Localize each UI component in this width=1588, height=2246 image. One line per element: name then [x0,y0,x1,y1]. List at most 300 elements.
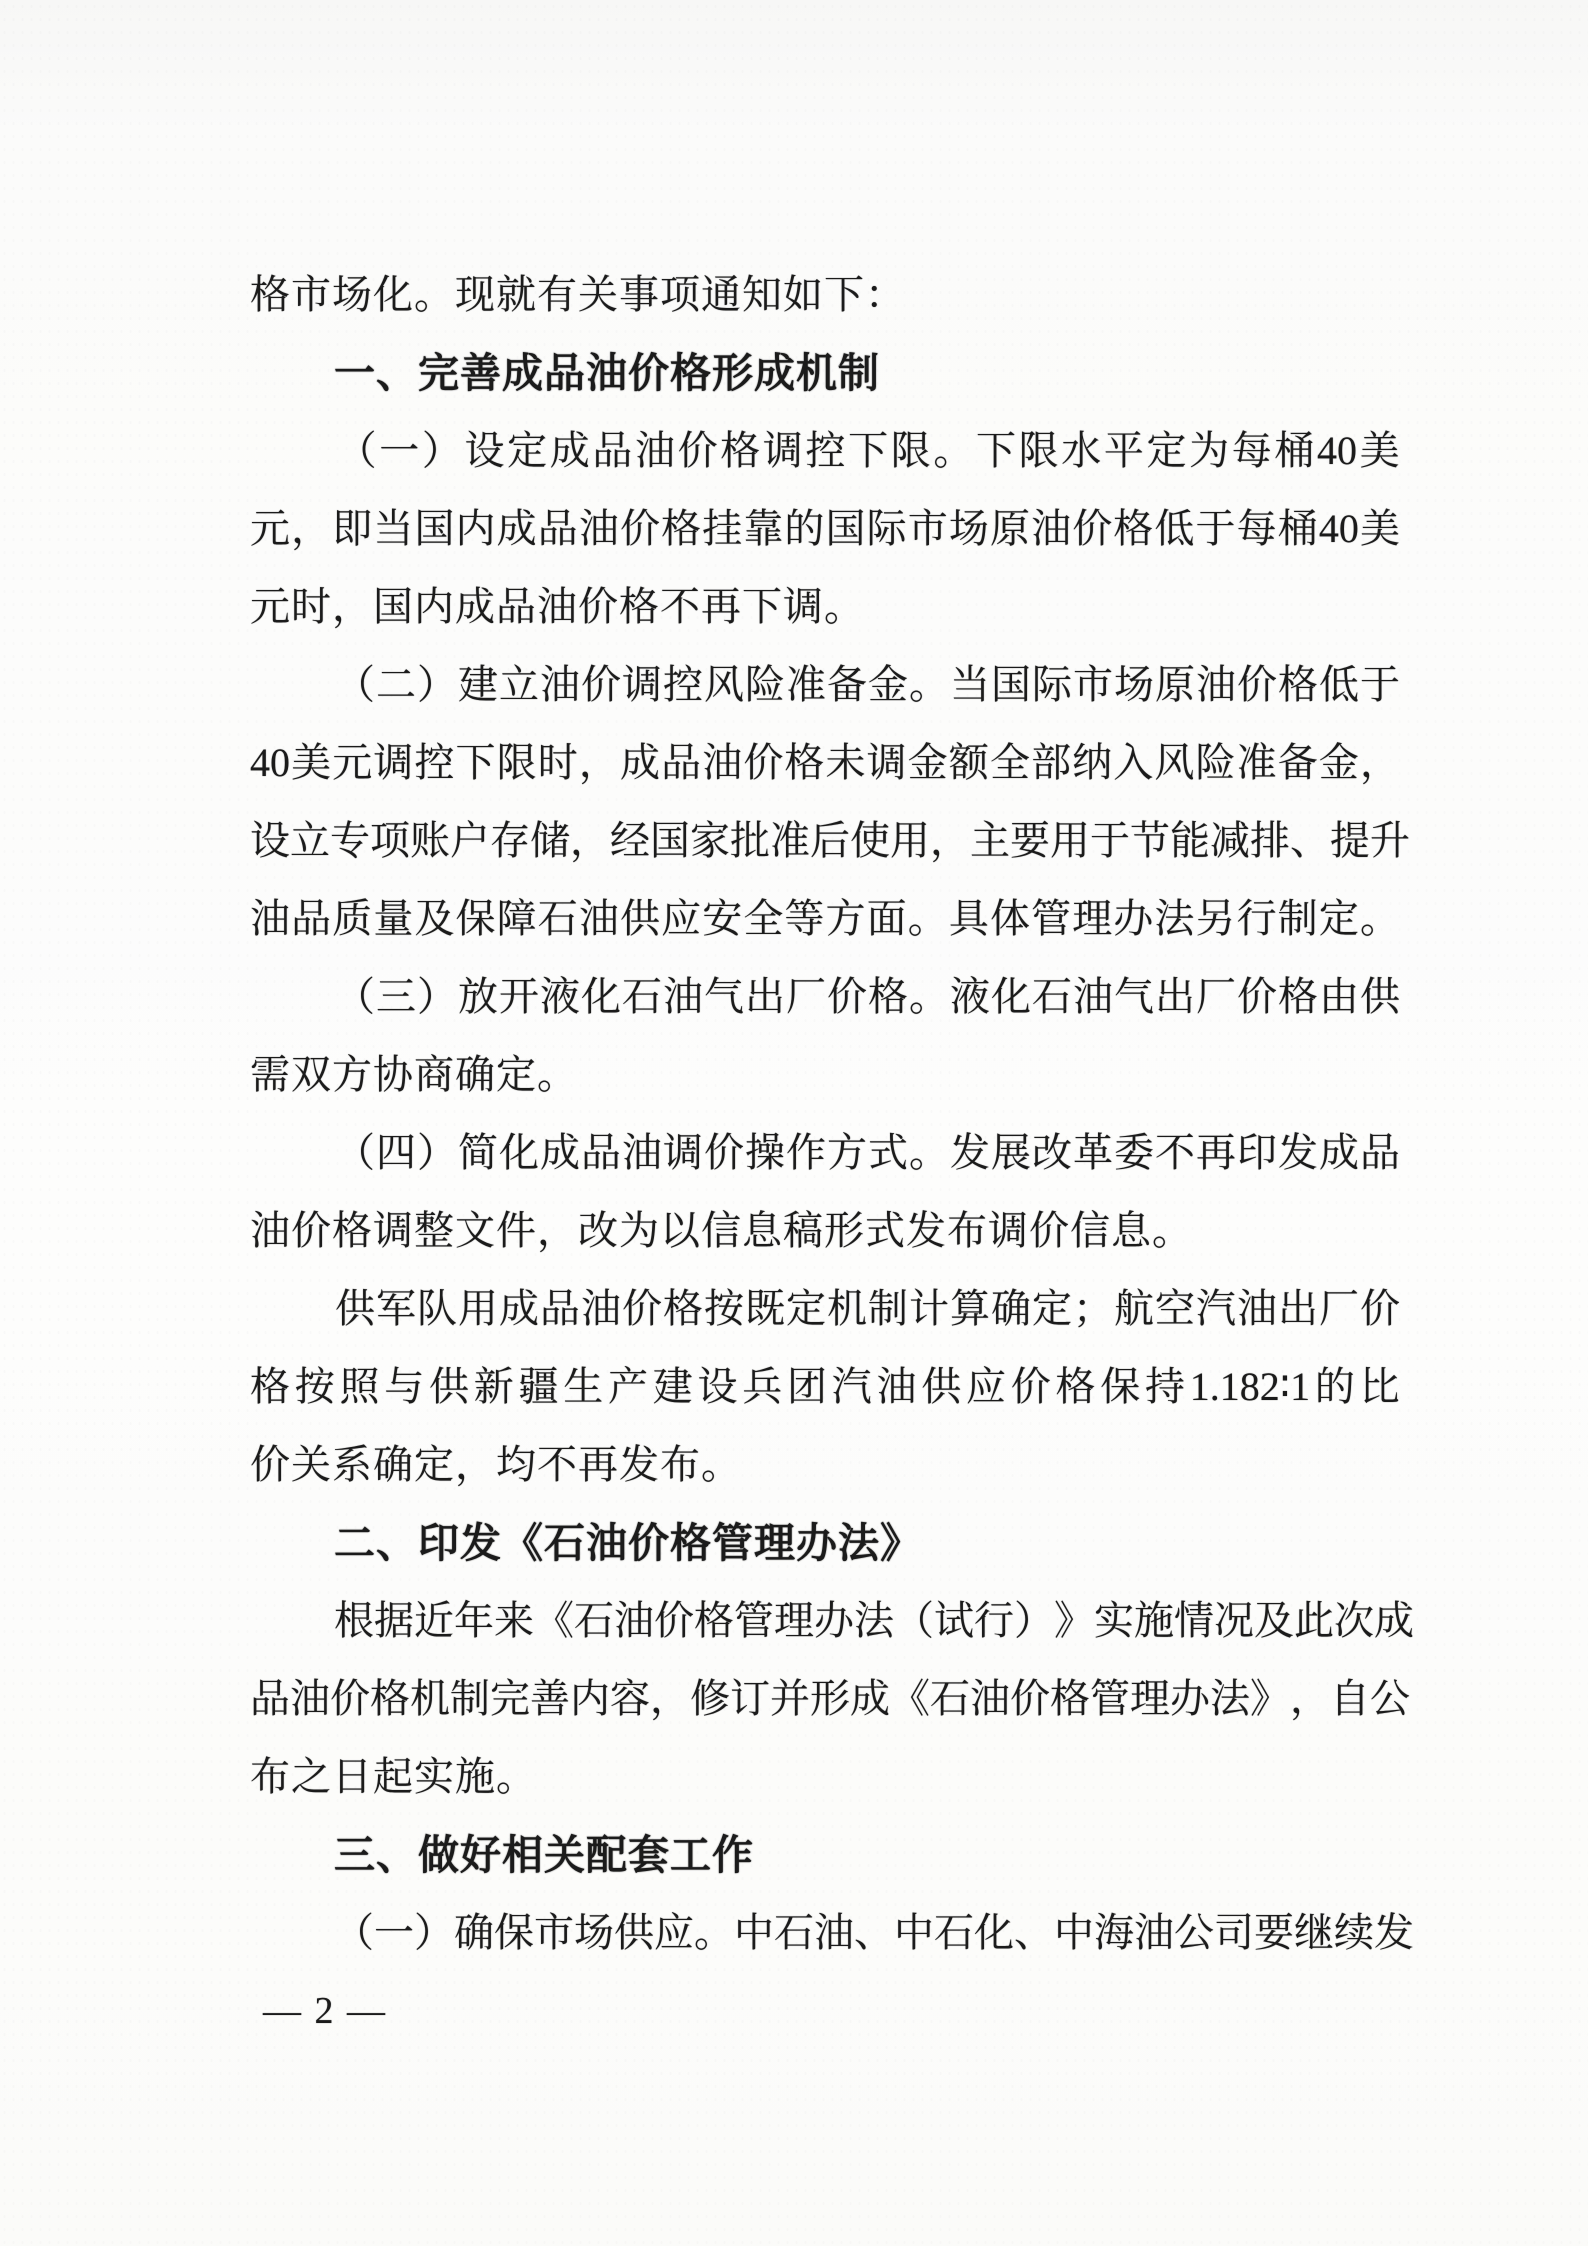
glyph: 厂 [1319,1286,1359,1331]
glyph: 、 [854,1910,894,1955]
glyph: 调 [622,662,662,707]
glyph: 油 [540,662,580,707]
glyph: 军 [376,1286,416,1331]
glyph: 化 [991,974,1031,1019]
glyph: 成 [850,1676,890,1721]
glyph: 根 [334,1598,374,1643]
glyph: 团 [787,1364,827,1409]
document-line [250,1036,1400,1114]
glyph: 提 [1330,818,1370,863]
glyph: 应 [966,1364,1006,1409]
glyph: 。 [933,428,974,473]
glyph: 法 [1210,1676,1250,1721]
glyph: 算 [950,1286,990,1331]
glyph: 水 [1061,428,1102,473]
text-run: 元时，国内成品油价格不再下调。 [250,584,865,629]
glyph: 靠 [743,506,784,551]
document-lines [250,256,1414,1972]
glyph: 格 [250,1364,290,1409]
glyph: ） [417,662,457,707]
glyph: 于 [1360,662,1400,707]
glyph: 要 [1254,1910,1294,1955]
glyph: 格 [1278,974,1318,1019]
document-line [250,802,1410,880]
glyph: 准 [770,818,810,863]
glyph: 比 [1359,1364,1400,1409]
glyph: 下 [455,740,496,785]
glyph: 主 [970,818,1010,863]
glyph: 价 [1237,662,1277,707]
glyph: 制 [1277,896,1318,941]
glyph: 升 [1370,818,1410,863]
glyph: 修 [690,1676,730,1721]
glyph: ， [650,1676,690,1721]
glyph: 。 [909,974,949,1019]
glyph: 1.182∶1 [1189,1364,1311,1409]
glyph: 准 [786,662,826,707]
glyph: 建 [458,662,498,707]
glyph: 专 [330,818,370,863]
glyph: 设 [250,818,290,863]
glyph: 理 [774,1598,814,1643]
document-line [250,1738,1400,1816]
glyph: 格 [784,740,825,785]
glyph: 生 [563,1364,604,1409]
text-run: 价关系确定，均不再发布。 [250,1442,742,1487]
glyph: 价 [1237,974,1277,1019]
glyph: 价 [704,1130,744,1175]
glyph: 节 [1130,818,1170,863]
glyph: 照 [339,1364,380,1409]
glyph: 出 [1155,974,1195,1019]
glyph: 调 [762,428,803,473]
glyph: 航 [1114,1286,1154,1331]
glyph: 定 [507,428,548,473]
glyph: 供 [429,1364,469,1409]
glyph: 确 [454,1910,494,1955]
glyph: ， [578,740,619,785]
document-line [250,1660,1410,1738]
glyph: 美 [1359,506,1400,551]
glyph: 立 [290,818,330,863]
glyph: （ [894,1598,934,1643]
glyph: 原 [1155,662,1195,707]
text-run: 格市场化。现就有关事项通知如下： [250,272,906,317]
glyph: 产 [608,1364,648,1409]
glyph: 空 [1155,1286,1195,1331]
glyph: 原 [989,506,1030,551]
glyph: 障 [496,896,537,941]
glyph: 家 [690,818,730,863]
glyph: 一 [379,428,420,473]
glyph: 量 [373,896,414,941]
glyph: 化 [581,974,621,1019]
glyph: 。 [694,1910,734,1955]
glyph: 品 [661,740,702,785]
document-line [250,958,1400,1036]
glyph: （ [335,662,375,707]
glyph: 于 [1195,506,1236,551]
glyph: 质 [332,896,373,941]
glyph: 中 [1054,1910,1094,1955]
glyph: 司 [1214,1910,1254,1955]
glyph: 控 [414,740,455,785]
glyph: ） [417,1130,457,1175]
glyph: 形 [810,1676,850,1721]
glyph: 40 [1318,506,1359,551]
glyph: 油 [578,506,619,551]
glyph: 近 [414,1598,454,1643]
glyph: 后 [810,818,850,863]
glyph: 疆 [518,1364,559,1409]
glyph: 油 [250,896,290,941]
glyph: 石 [574,1598,614,1643]
glyph: 格 [1050,1676,1090,1721]
glyph: 格 [868,974,908,1019]
glyph: 供 [619,896,660,941]
glyph: 持 [1145,1364,1185,1409]
glyph: ） [421,428,462,473]
glyph: 格 [1278,662,1318,707]
glyph: 品 [540,1286,580,1331]
glyph: 市 [1073,662,1113,707]
glyph: 场 [1114,662,1154,707]
glyph: 情 [1174,1598,1214,1643]
glyph: 应 [661,896,702,941]
glyph: 户 [450,818,490,863]
glyph: 调 [663,1130,703,1175]
glyph: 格 [1055,1364,1096,1409]
glyph: 用 [1050,818,1090,863]
glyph: 具 [948,896,989,941]
glyph: 制 [450,1676,490,1721]
glyph: 石 [930,1676,970,1721]
glyph: 国 [825,506,866,551]
glyph: 油 [814,1910,854,1955]
glyph: 国 [414,506,455,551]
glyph: 办 [1170,1676,1210,1721]
glyph: 不 [1155,1130,1195,1175]
glyph: 容 [610,1676,650,1721]
glyph: （ [334,1910,374,1955]
glyph: 下 [848,428,889,473]
glyph: 格 [661,506,702,551]
glyph: 简 [458,1130,498,1175]
glyph: 格 [663,1286,703,1331]
glyph: 能 [1170,818,1210,863]
glyph: 队 [417,1286,457,1331]
glyph: 价 [622,1286,662,1331]
glyph: 行 [974,1598,1014,1643]
glyph: 管 [1090,1676,1130,1721]
glyph: 油 [581,1286,621,1331]
document-body [250,256,1414,2050]
glyph: 的 [1314,1364,1355,1409]
glyph: 额 [948,740,989,785]
glyph: 即 [332,506,373,551]
glyph: 发 [1278,1130,1318,1175]
glyph: 全 [743,896,784,941]
glyph: 公 [1174,1910,1214,1955]
glyph: 汽 [831,1364,872,1409]
glyph: 试 [934,1598,974,1643]
glyph: 石 [537,896,578,941]
glyph: 续 [1334,1910,1374,1955]
glyph: 立 [499,662,539,707]
document-line [250,1270,1400,1348]
glyph: 金 [868,662,908,707]
glyph: 调 [866,740,907,785]
glyph: 风 [1154,740,1195,785]
glyph: 格 [720,428,761,473]
document-line [250,568,1400,646]
glyph: 价 [1010,1676,1050,1721]
glyph: 储 [530,818,570,863]
glyph: 下 [976,428,1016,473]
glyph: 兵 [742,1364,783,1409]
document-line [250,1192,1400,1270]
document-line [250,334,1400,412]
glyph: 新 [473,1364,514,1409]
glyph: 未 [825,740,866,785]
glyph: 及 [414,896,455,941]
glyph: 》 [1054,1598,1094,1643]
glyph: 式 [868,1130,908,1175]
glyph: ， [930,818,970,863]
glyph: 元 [250,506,290,551]
glyph: 限 [890,428,931,473]
glyph: ， [570,818,610,863]
glyph: 完 [490,1676,530,1721]
glyph: 的 [784,506,825,551]
glyph: 油 [635,428,675,473]
glyph: 油 [1134,1910,1174,1955]
glyph: 纳 [1072,740,1113,785]
glyph: 按 [294,1364,335,1409]
glyph: 减 [1210,818,1250,863]
glyph: 低 [1319,662,1359,707]
glyph: 油 [970,1676,1010,1721]
glyph: 油 [614,1598,654,1643]
glyph: 厂 [1196,974,1236,1019]
glyph: 调 [373,740,414,785]
glyph: 价 [1360,1286,1400,1331]
glyph: 品 [581,1130,621,1175]
glyph: 油 [663,974,703,1019]
glyph: 格 [370,1676,410,1721]
glyph: 桶 [1274,428,1315,473]
glyph: 价 [1072,506,1113,551]
glyph: 施 [1134,1598,1174,1643]
glyph: 定 [1146,428,1187,473]
glyph: 汽 [1196,1286,1236,1331]
glyph: 油 [622,1130,662,1175]
glyph: 价 [827,974,867,1019]
glyph: 市 [907,506,948,551]
glyph: 年 [454,1598,494,1643]
glyph: 国 [991,662,1031,707]
glyph: 全 [989,740,1030,785]
glyph: 并 [770,1676,810,1721]
glyph: 存 [490,818,530,863]
glyph: 此 [1294,1598,1334,1643]
glyph: 计 [909,1286,949,1331]
glyph: 制 [868,1286,908,1331]
glyph: 部 [1031,740,1072,785]
glyph: 用 [890,818,930,863]
glyph: 再 [1196,1130,1236,1175]
glyph: 改 [1032,1130,1072,1175]
glyph: ） [1014,1598,1054,1643]
glyph: 安 [702,896,743,941]
glyph: 成 [496,506,537,551]
glyph: 油 [702,740,743,785]
document-line [250,1504,1400,1582]
glyph: 管 [734,1598,774,1643]
glyph: 经 [610,818,650,863]
glyph: 建 [652,1364,693,1409]
glyph: 入 [1113,740,1154,785]
document-line [250,880,1400,958]
glyph: 行 [1236,896,1277,941]
glyph: 展 [991,1130,1031,1175]
glyph: 要 [1010,818,1050,863]
glyph: 委 [1114,1130,1154,1175]
glyph: 等 [784,896,825,941]
glyph: 由 [1319,974,1359,1019]
glyph: 排 [1250,818,1290,863]
glyph: 善 [530,1676,570,1721]
glyph: 限 [496,740,537,785]
glyph: 格 [694,1598,734,1643]
glyph: 《 [890,1676,930,1721]
glyph: 保 [494,1910,534,1955]
glyph: 成 [540,1130,580,1175]
glyph: 金 [1318,740,1359,785]
glyph: 项 [370,818,410,863]
glyph: 价 [581,662,621,707]
glyph: 按 [704,1286,744,1331]
glyph: 价 [330,1676,370,1721]
glyph: 价 [654,1598,694,1643]
glyph: 厂 [786,974,826,1019]
glyph: 美 [1359,428,1400,473]
glyph: 开 [499,974,539,1019]
glyph: 革 [1073,1130,1113,1175]
glyph: 价 [619,506,660,551]
glyph: 。 [909,662,949,707]
glyph: ） [414,1910,454,1955]
glyph: 面 [866,896,907,941]
glyph: 40 [250,740,290,785]
document-line [250,1114,1400,1192]
document-line [250,490,1400,568]
text-run: 一、完善成品油价格形成机制 [334,350,880,396]
glyph: 成 [499,1286,539,1331]
glyph: 化 [974,1910,1014,1955]
document-line [250,1894,1414,1972]
glyph: 、 [1014,1910,1054,1955]
glyph: 40 [1317,428,1357,473]
glyph: 风 [704,662,744,707]
glyph: 及 [1254,1598,1294,1643]
glyph: 市 [534,1910,574,1955]
text-run: 布之日起实施。 [250,1754,537,1799]
glyph: 际 [1032,662,1072,707]
glyph: 供 [614,1910,654,1955]
glyph: 油 [578,896,619,941]
glyph: 平 [1103,428,1144,473]
glyph: 据 [374,1598,414,1643]
glyph: 使 [850,818,890,863]
glyph: 油 [1073,974,1113,1019]
glyph: 《 [534,1598,574,1643]
glyph: 险 [745,662,785,707]
glyph: 美 [291,740,332,785]
glyph: 品 [250,1676,290,1721]
glyph: 油 [876,1364,917,1409]
glyph: 金 [907,740,948,785]
glyph: 另 [1195,896,1236,941]
glyph: 桶 [1277,506,1318,551]
glyph: 出 [1278,1286,1318,1331]
text-run: 三、做好相关配套工作 [334,1832,754,1878]
glyph: 操 [745,1130,785,1175]
glyph: 每 [1231,428,1272,473]
glyph: 。 [1359,896,1400,941]
glyph: 液 [540,974,580,1019]
glyph: 际 [866,506,907,551]
glyph: 油 [1031,506,1072,551]
document-line [250,256,1400,334]
glyph: 批 [730,818,770,863]
glyph: 一 [374,1910,414,1955]
glyph: 当 [950,662,990,707]
glyph: 公 [1370,1676,1410,1721]
glyph: 品 [537,506,578,551]
glyph: 元 [332,740,373,785]
document-line [250,724,1400,802]
glyph: 定 [1318,896,1359,941]
glyph: 当 [373,506,414,551]
glyph: 放 [458,974,498,1019]
glyph: 法 [1154,896,1195,941]
glyph: 用 [458,1286,498,1331]
glyph: 定 [1032,1286,1072,1331]
glyph: 石 [622,974,662,1019]
glyph: 体 [989,896,1030,941]
glyph: 应 [654,1910,694,1955]
glyph: ， [291,506,332,551]
glyph: 中 [894,1910,934,1955]
glyph: 作 [786,1130,826,1175]
glyph: 场 [574,1910,614,1955]
glyph: 低 [1154,506,1195,551]
glyph: 办 [814,1598,854,1643]
glyph: 准 [1236,740,1277,785]
glyph: 品 [291,896,332,941]
glyph: 海 [1094,1910,1134,1955]
glyph: 供 [335,1286,375,1331]
glyph: 》 [1250,1676,1290,1721]
glyph: 实 [1094,1598,1134,1643]
glyph: 设 [464,428,505,473]
document-line [250,1816,1400,1894]
glyph: 保 [1100,1364,1141,1409]
glyph: 成 [1319,1130,1359,1175]
glyph: 控 [663,662,703,707]
text-run: 需双方协商确定。 [250,1052,578,1097]
